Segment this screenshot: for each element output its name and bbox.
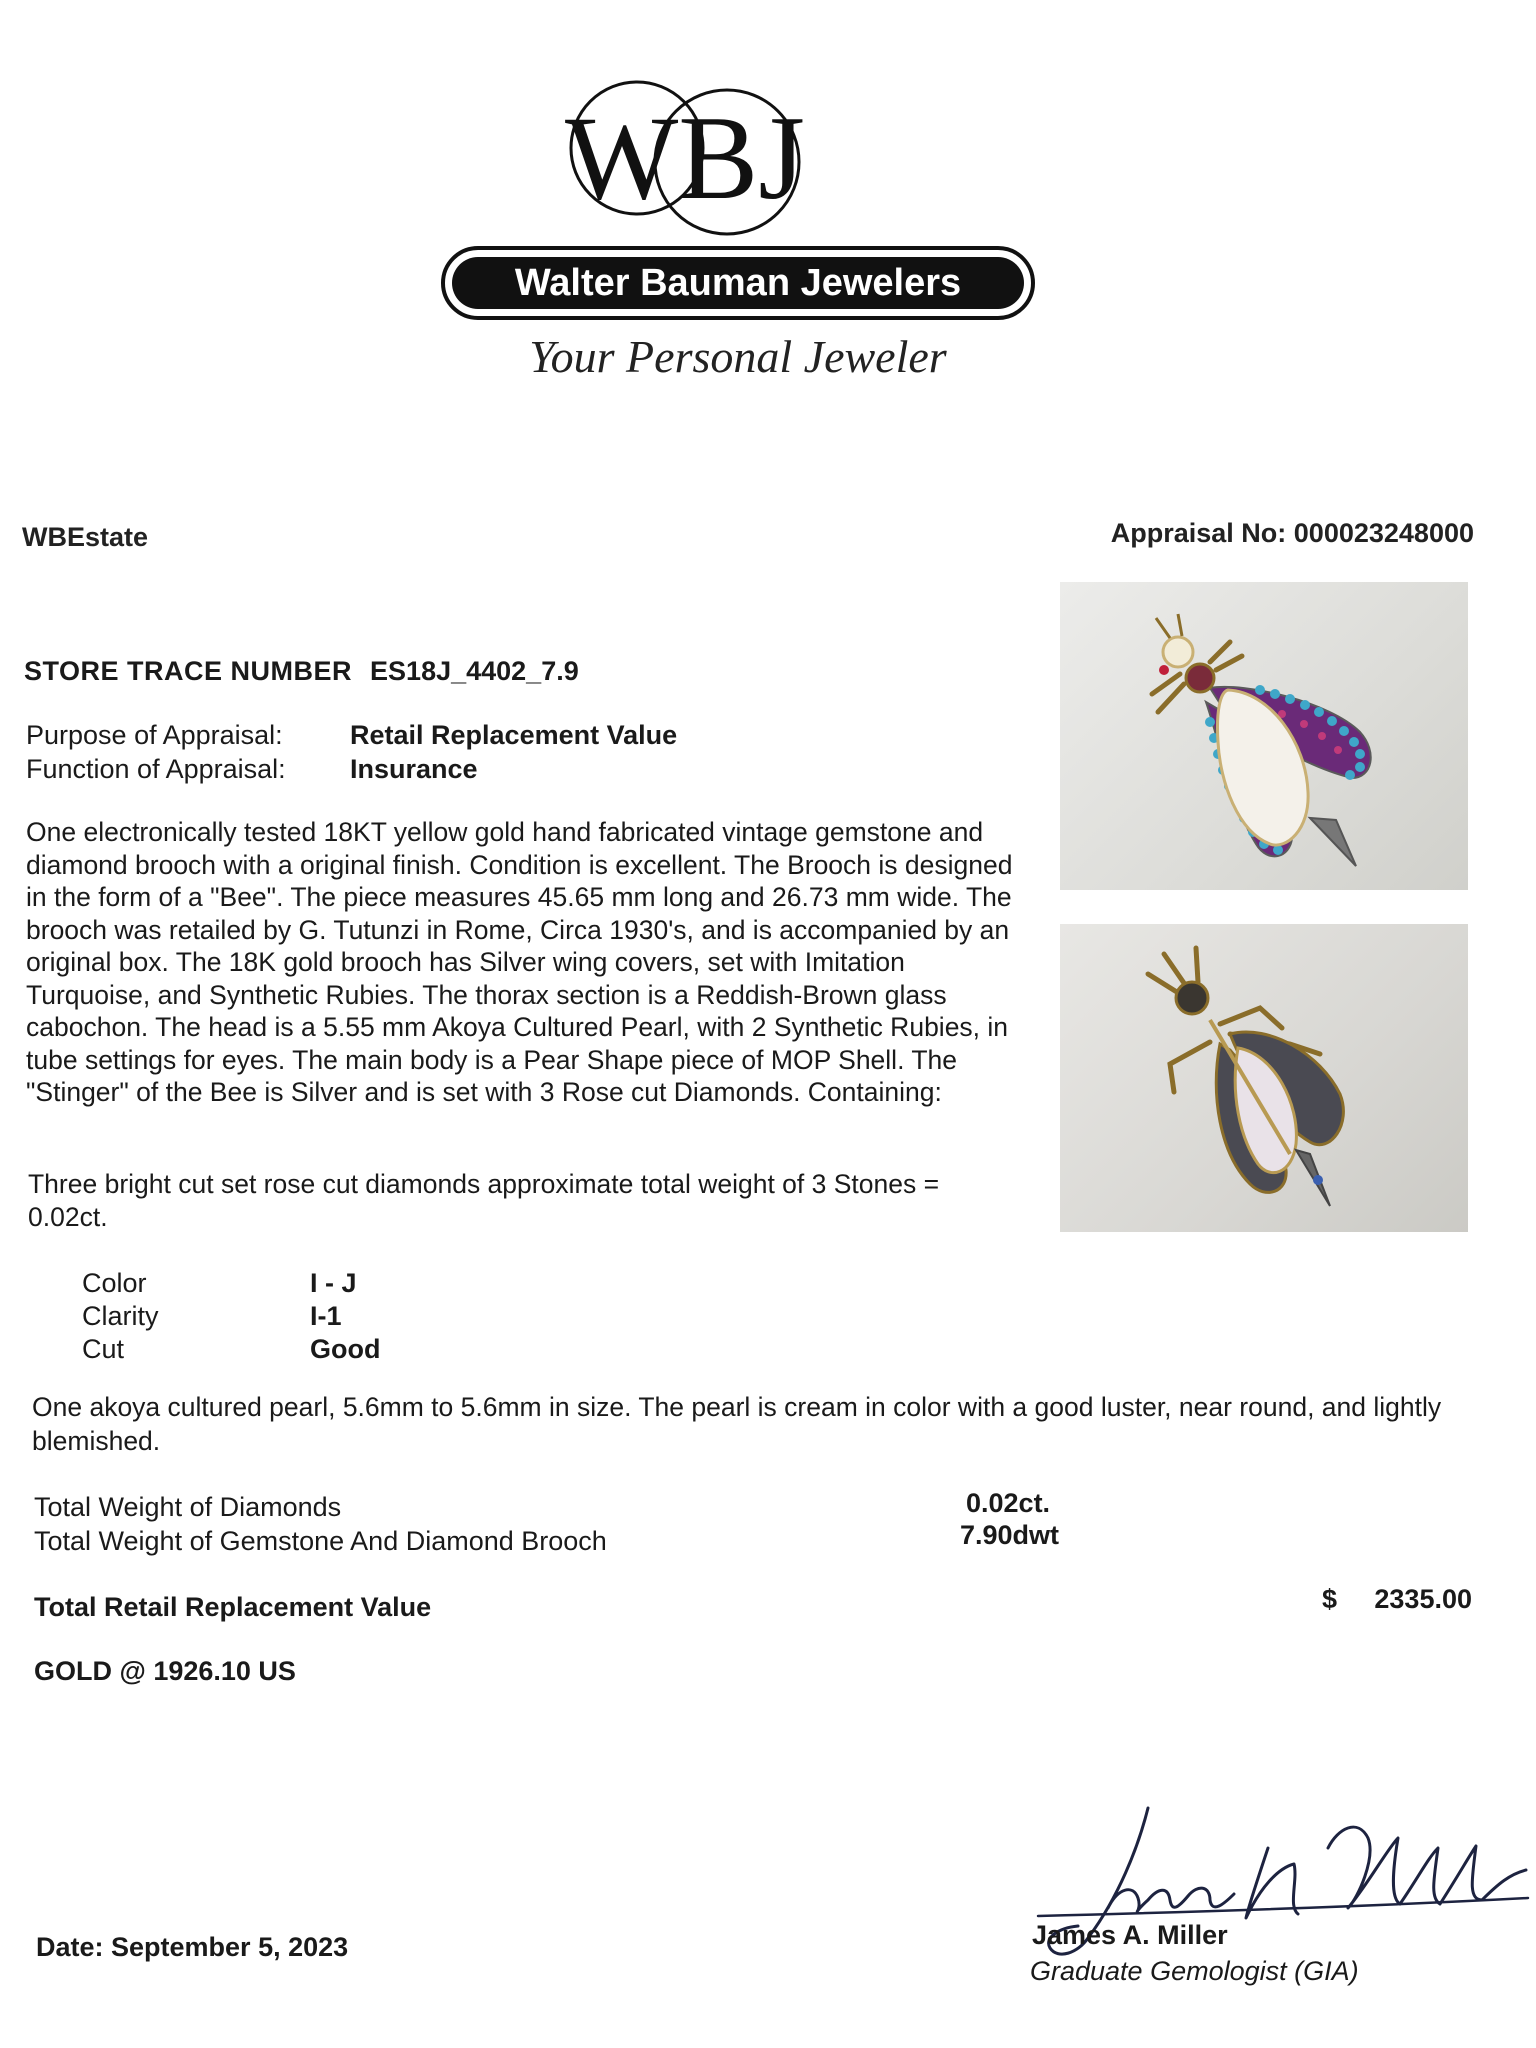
trace-label: STORE TRACE NUMBER [24,656,353,686]
bee-brooch-front-image [1060,582,1468,890]
bee-brooch-back-image [1060,924,1468,1232]
function-label: Function of Appraisal: [26,754,286,784]
clarity-value: I-1 [310,1301,342,1331]
estate-label: WBEstate [22,522,149,552]
cut-value: Good [310,1334,381,1364]
appraisal-date: Date: September 5, 2023 [36,1932,349,1962]
brand-banner [440,245,1036,321]
brand-tagline: Your Personal Jeweler [529,331,947,382]
purpose-row [26,720,677,751]
trace-value: ES18J_4402_7.9 [370,656,579,686]
retail-value-currency: $ [1322,1584,1338,1614]
cut-label: Cut [82,1334,125,1364]
signer-title: Graduate Gemologist (GIA) [1030,1956,1359,1986]
item-description: One electronically tested 18KT yellow gold hand fabricated vintage gemstone and diamond brooch with a original finish. Condition is excellent. The Brooch is designed in the form of a "Bee". The piece measures 45.65 mm long and 26.73 mm wide. The brooch was retailed by G. Tutunzi in Rome, Circa 1930's, and is accompanied by an original box. The 18K gold brooch has Silver wing covers, set with Imitation Turquoise, and Synthetic Rubies. The thorax section is a Reddish-Brown glass cabochon. The head is a 5.55 mm Akoya Cultured Pearl, with 2 Synthetic Rubies, in tube settings for eyes. The main body is a Pear Shape piece of MOP Shell. The "Stinger" of the Bee is Silver and is set with 3 Rose cut Diamonds. Containing: [26,817,1013,1107]
brooch-front-photo [1060,582,1468,890]
appraisal-number: Appraisal No: 000023248000 [1110,518,1474,548]
stones-description: Three bright cut set rose cut diamonds approximate total weight of 3 Stones = 0.02ct. [28,1169,940,1232]
total-diamond-weight-value: 0.02ct. [966,1488,1051,1518]
color-value: I - J [310,1268,357,1298]
grade-color-row [82,1268,357,1299]
grade-clarity-row [82,1301,342,1332]
signer-name: James A. Miller [1032,1920,1228,1950]
wbj-monogram-logo [545,70,905,250]
total-diamond-weight-label: Total Weight of Diamonds [34,1492,342,1522]
purpose-label: Purpose of Appraisal: [26,720,283,750]
brooch-back-photo [1060,924,1468,1232]
total-brooch-weight-label: Total Weight of Gemstone And Diamond Brooch [34,1526,607,1556]
function-row [26,754,478,785]
color-label: Color [82,1268,147,1298]
total-brooch-weight-value: 7.90dwt [960,1520,1060,1550]
clarity-label: Clarity [82,1301,159,1331]
store-trace [24,656,579,687]
pearl-description: One akoya cultured pearl, 5.6mm to 5.6mm in size. The pearl is cream in color with a good luster, near round, and lightly blemished. [32,1392,1442,1456]
purpose-value: Retail Replacement Value [350,720,678,750]
retail-value-label: Total Retail Replacement Value [34,1592,432,1622]
monogram-text: WBJ [565,91,805,224]
gold-price: GOLD @ 1926.10 US [34,1656,296,1686]
brand-name: Walter Bauman Jewelers [514,262,962,304]
retail-value-amount: 2335.00 [1374,1584,1472,1614]
grade-cut-row [82,1334,380,1365]
function-value: Insurance [350,754,478,784]
